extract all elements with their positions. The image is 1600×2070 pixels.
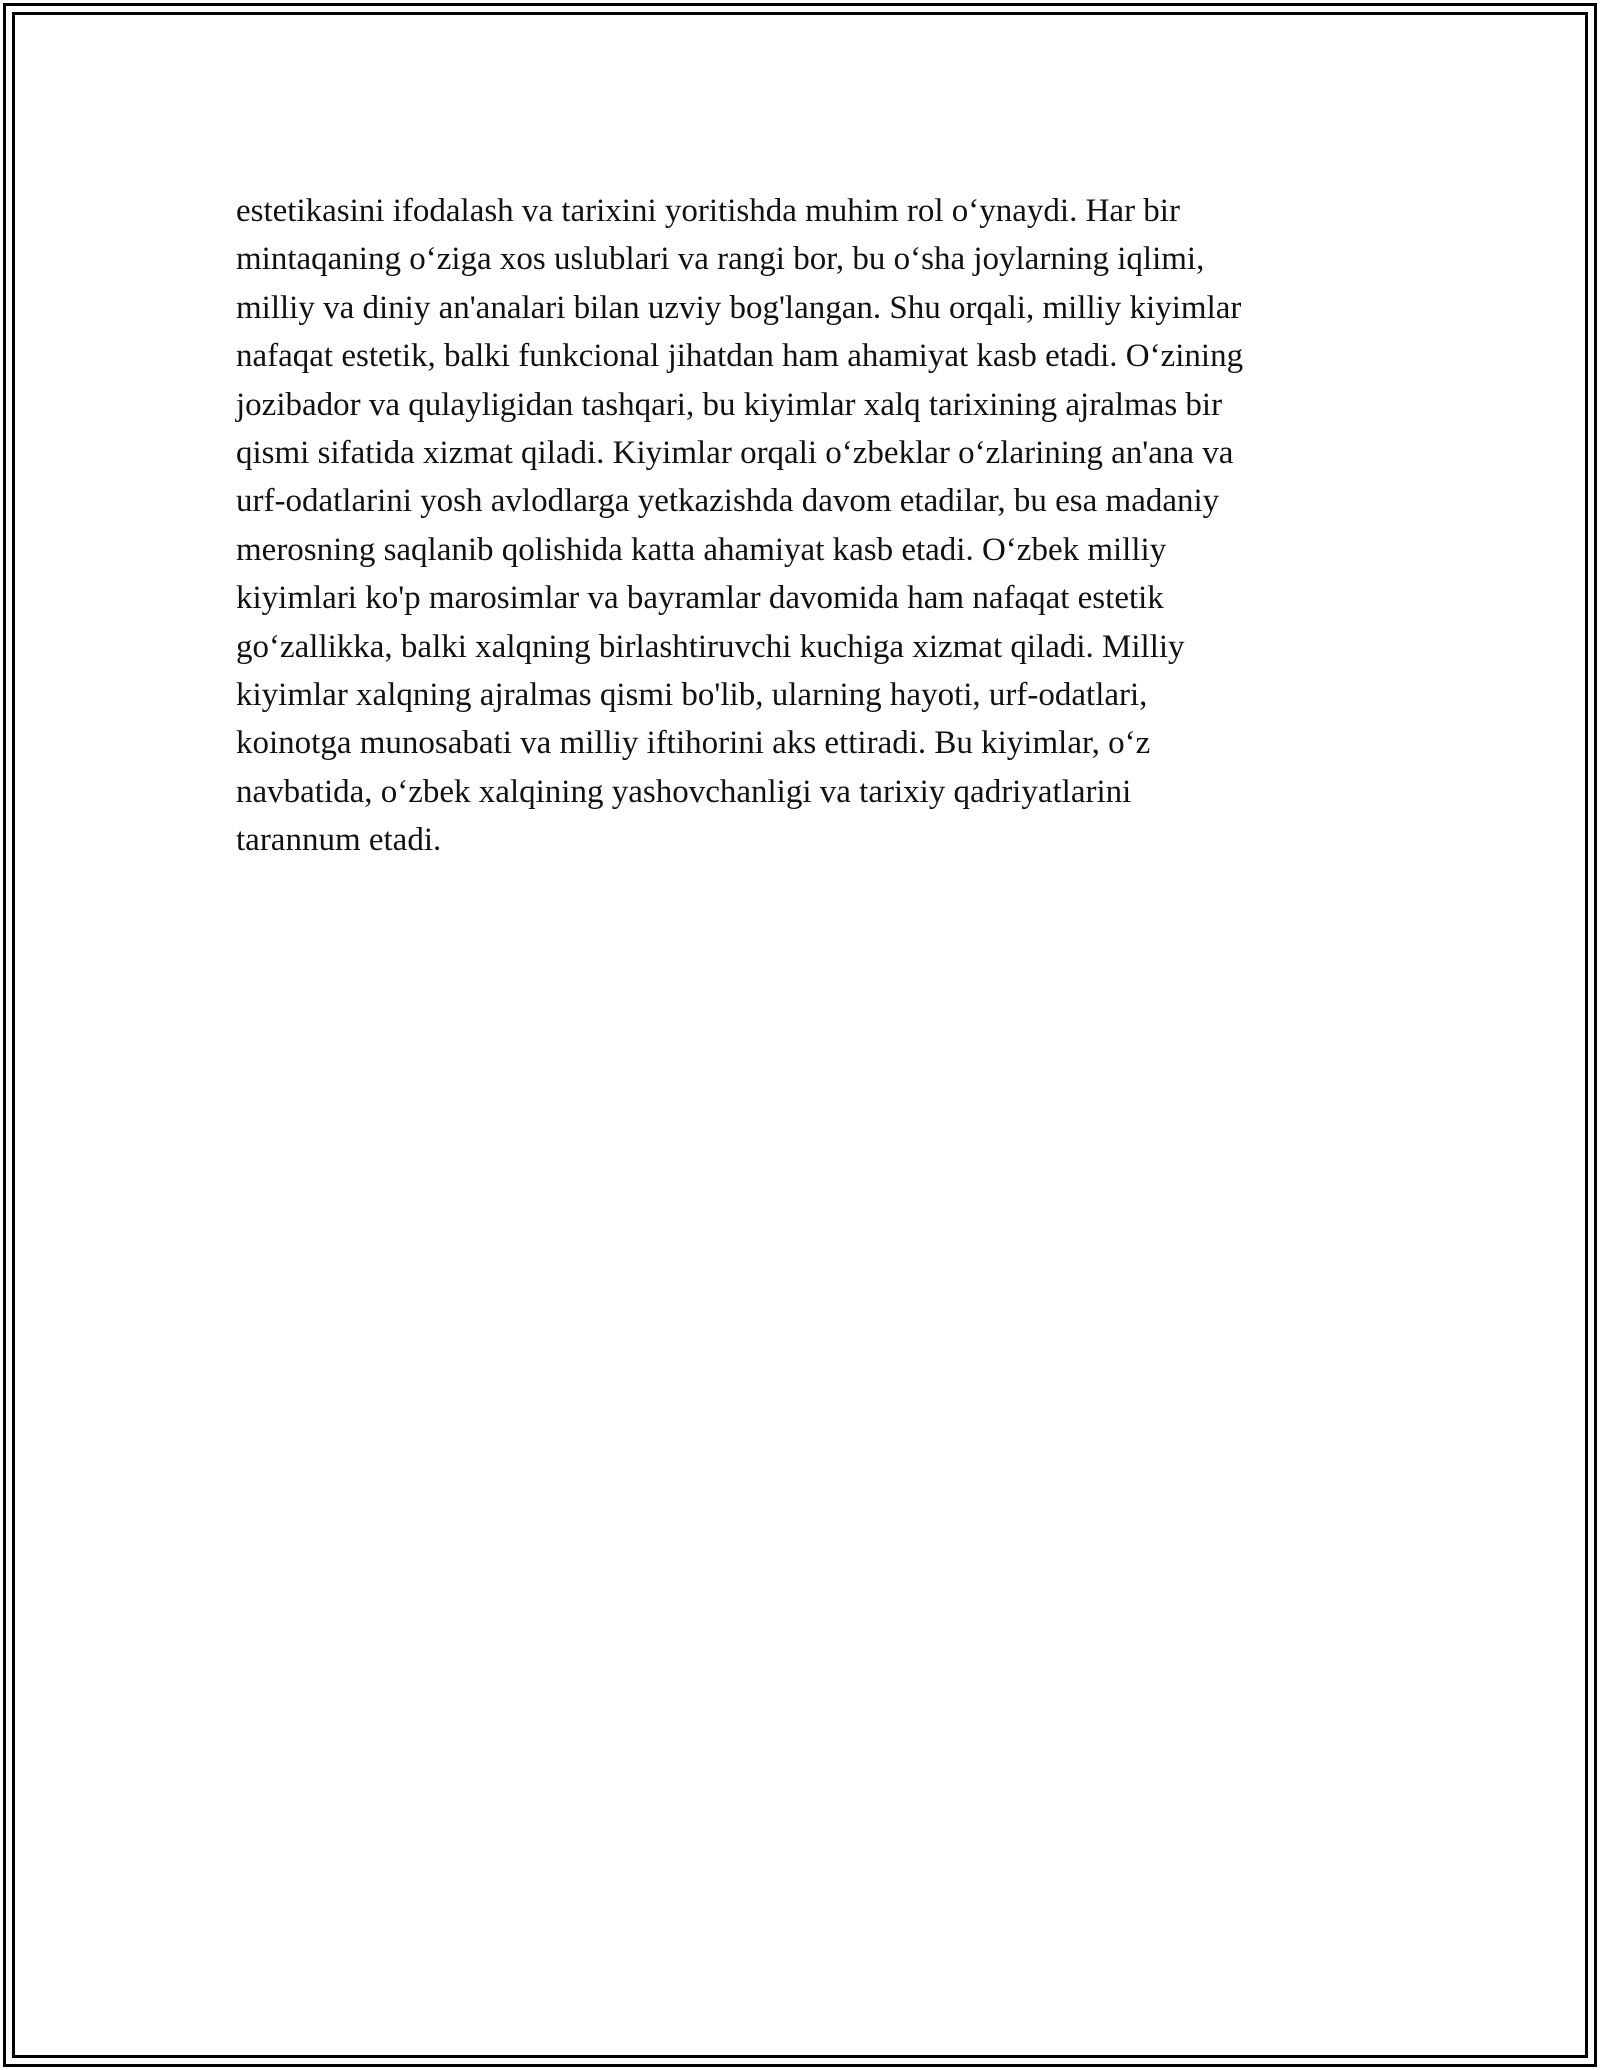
paragraph-line: kiyimlari ko'p marosimlar va bayramlar davomida ham nafaqat estetik	[236, 580, 1164, 617]
paragraph-line: kiyimlar xalqning ajralmas qismi bo'lib, ularning hayoti, urf-odatlari,	[236, 677, 1148, 714]
paragraph-line: tarannum etadi.	[236, 822, 442, 859]
paragraph-line: mintaqaning o‘ziga xos uslublari va rangi bor, bu o‘sha joylarning iqlimi,	[236, 241, 1205, 278]
paragraph-line: qismi sifatida xizmat qiladi. Kiyimlar orqali o‘zbeklar o‘zlarining an'ana va	[236, 435, 1234, 472]
paragraph-line: go‘zallikka, balki xalqning birlashtiruvchi kuchiga xizmat qiladi. Milliy	[236, 628, 1185, 665]
paragraph-line: merosning saqlanib qolishida katta ahamiyat kasb etadi. O‘zbek milliy	[236, 531, 1167, 568]
paragraph-line: milliy va diniy an'analari bilan uzviy bog'langan. Shu orqali, milliy kiyimlar	[236, 289, 1242, 326]
paragraph-line: nafaqat estetik, balki funkcional jihatdan ham ahamiyat kasb etadi. O‘zining	[236, 338, 1244, 375]
paragraph-line: estetikasini ifodalash va tarixini yoritishda muhim rol o‘ynaydi. Har bir	[236, 193, 1180, 229]
paragraph-line: navbatida, o‘zbek xalqining yashovchanligi va tarixiy qadriyatlarini	[236, 773, 1132, 810]
paragraph-line: koinotga munosabati va milliy iftihorini aks ettiradi. Bu kiyimlar, o‘z	[236, 725, 1151, 762]
paragraph-line: urf-odatlarini yosh avlodlarga yetkazishda davom etadilar, bu esa madaniy	[236, 483, 1220, 520]
paragraph-line: jozibador va qulayligidan tashqari, bu kiyimlar xalq tarixining ajralmas bir	[236, 386, 1223, 423]
body-paragraph	[236, 187, 1366, 865]
